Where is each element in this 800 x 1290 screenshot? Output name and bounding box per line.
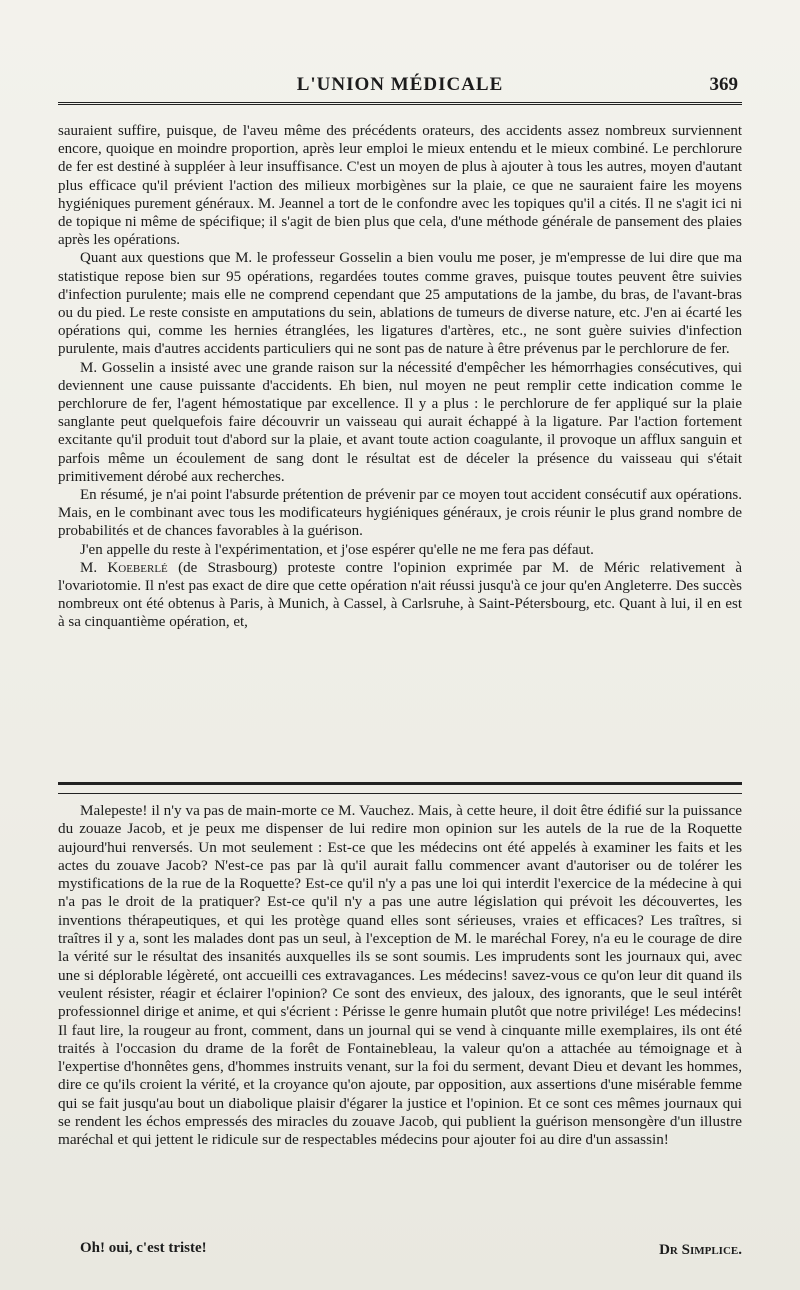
feuilleton-closing (58, 1240, 742, 1260)
paragraph: M. Gosselin a insisté avec une grande raison sur la nécessité d'empêcher les hémorrhagies consécutives, qui deviennent une cause puissante d'accidents. Eh bien, nul moyen ne peut remplir cette indication comme le perchlorure de fer, l'agent hémostatique par excellence. Il y a plus : le perchlorure de fer appliqué sur la plaie sanglante peut quelquefois faire découvrir un vaisseau qui aurait échappé à la ligature. Par l'action fortement excitante qu'il produit tout d'abord sur la plaie, et avant toute action coagulante, il provoque un afflux sanguin et parfois même un écoulement de sang dont le résultat est de déceler la présence du vaisseau qui s'était primitivement dérobé aux recherches. (58, 359, 742, 485)
paragraph-text: (de Strasbourg) proteste contre l'opinion exprimée par M. de Méric relativement à l'ovariotomie. Il n'est pas exact de dire que cette opération n'ait réussi jusqu'à ce jour qu'en Angleterre. Des succès nombreux ont été obtenus à Paris, à Munich, à Cassel, à Carlsruhe, à Saint-Pétersbourg, etc. Quant à lui, il en est à sa cinquantième opération, et, (58, 559, 742, 631)
speaker-name: M. Koeberlé (80, 559, 168, 576)
paragraph: sauraient suffire, puisque, de l'aveu même des précédents orateurs, des accidents assez nombreux surviennent encore, quoique en moindre proportion, après leur emploi le mieux entendu et le mieux combiné. Le perchlorure de fer est destiné à suppléer à leur insuffisance. C'est un moyen de plus à ajouter à tous les autres, moyen d'autant plus efficace qu'il prévient l'action des milieux morbigènes sur la plaie, ce que ne sauraient faire les moyens hygiéniques purement généraux. M. Jeannel a tort de le confondre avec les topiques qu'il a cités. Il ne s'agit ici ni de topique ni même de spécifique; il s'agit de bien plus que cela, d'une méthode générale de pansement des plaies après les opérations. (58, 123, 742, 249)
feuilleton-separator (58, 782, 742, 794)
closing-line: Oh! oui, c'est triste! (80, 1240, 207, 1256)
feuilleton (58, 802, 742, 1150)
page-header (58, 72, 742, 105)
paragraph: Malepeste! il n'y va pas de main-morte ce M. Vauchez. Mais, à cette heure, il doit être édifié sur la puissance du zouaze Jacob, et je peux me dispenser de lui redire mon opinion sur les autels de la rue de la Roquette aujourd'hui renversés. Un mot seulement : Est-ce que les médecins ont été appelés à examiner les faits et les actes du zouave Jacob? N'est-ce pas par là qu'il aurait fallu commencer avant d'autoriser ou de tolérer les mystifications de la rue de la Roquette? Est-ce qu'il n'y a pas une loi qui interdit l'exercice de la médecine à qui n'a pas le droit de la pratiquer? Est-ce qu'il n'y a pas une autre législation qui prévoit les découvertes, les inventions thérapeutiques, et qui les protège quand elles sont sérieuses, vraies et efficaces? Les traîtres, si traîtres il y a, sont les malades dont pas un seul, à l'exception de M. le maréchal Forey, n'a eu le courage de dire la vérité sur le résultat des insanités auxquelles ils se sont soumis. Les imprudents sont les journaux qui, avec une si déplorable légèreté, ont accueilli ces extravagances. Les médecins! savez-vous ce qu'on leur dit quand ils veulent résister, réagir et éclairer l'opinion? Ce sont des envieux, des jaloux, des ignorants, que le seul intérêt professionnel dirige et anime, et qui s'écrient : Périsse le genre humain plutôt que notre privilége! Les médecins! Il faut lire, la rougeur au front, comment, dans un journal qui se vend à cinquante mille exemplaires, ils ont été traités à l'occasion du drame de la forêt de Fontainebleau, la valeur qu'on a attachée au témoignage et à l'expertise d'honnêtes gens, d'hommes instruits venant, sur la foi du serment, devant Dieu et devant les hommes, dire ce qu'ils croient la vérité, et la croyance qu'on ajoute, par opposition, aux assertions d'une misérable femme qui se fait jusqu'au bout un diabolique plaisir d'égarer la justice et l'opinion. Et ce sont ces mêmes journaux qui se rendent les échos empressés des miracles du zouave Jacob, qui publient la guérison mensongère d'un illustre maréchal et qui jettent le ridicule sur de respectables médecins pour ajouter foi au dire d'un assassin! (58, 802, 742, 1149)
journal-title: L'UNION MÉDICALE (296, 74, 504, 95)
page-number: 369 (709, 74, 738, 95)
author-signature: Dr Simplice. (659, 1242, 742, 1258)
paragraph: J'en appelle du reste à l'expérimentation, et j'ose espérer qu'elle ne me fera pas défaut. (80, 541, 594, 558)
paragraph: Quant aux questions que M. le professeur Gosselin a bien voulu me poser, je m'empresse de lui dire que ma statistique repose bien sur 95 opérations, regardées toutes comme graves, puisque toutes peuvent être suivies d'infection purulente; mais elle ne comprend cependant que 25 amputations de la jambe, du bras, de l'avant-bras ou du pied. Le reste consiste en amputations du sein, ablations de tumeurs de diverse nature, etc. J'en ai écarté les opérations qui, comme les hernies étranglées, les ligatures d'artères, etc., ne sont guère suivies d'infection purulente, mais d'autres accidents particuliers qui ne sont pas de nature à être prévenus par le perchlorure de fer. (58, 250, 742, 358)
paragraph (58, 559, 742, 632)
paragraph: En résumé, je n'ai point l'absurde prétention de prévenir par ce moyen tout accident consécutif aux opérations. Mais, en le combinant avec tous les modificateurs hygiéniques généraux, je crois réunir le plus grand nombre de probabilités et de chances favorables à la guérison. (58, 487, 742, 540)
main-article (58, 122, 742, 632)
